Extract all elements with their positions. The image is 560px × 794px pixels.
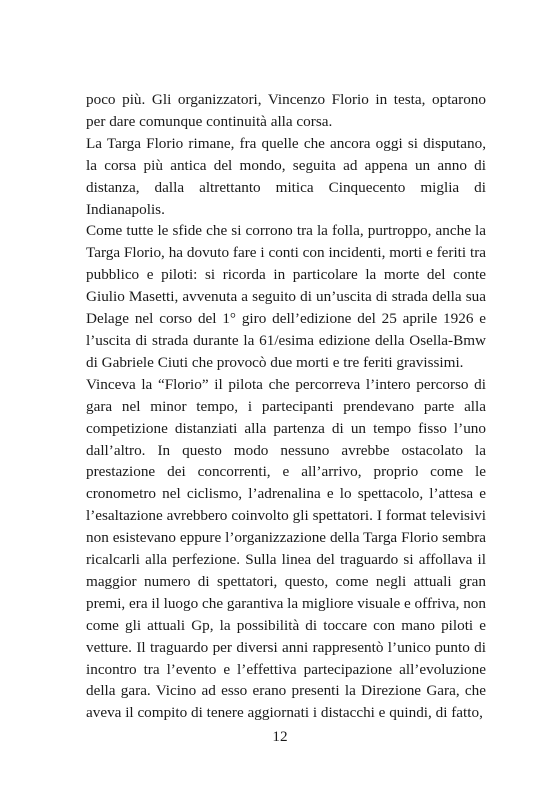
paragraph-race-format: Vinceva la “Florio” il pilota che percorreva l’intero percorso di gara nel minor tempo, i partecipanti prendevano parte alla competizione distanziati alla partenza di un tempo fisso l’uno dall’altro. In questo modo nessuno avrebbe ostacolato la prestazione dei concorrenti, e all’arrivo, proprio come le cronometro nel ciclismo, l’adrenalina e lo spettacolo, l’attesa e l’esaltazione avrebbero coinvolto gli spettatori. I format televisivi non esistevano eppure l’organizzazione della Targa Florio sembra ricalcarli alla perfezione. Sulla linea del traguardo si affollava il maggior numero di spettatori, questo, come negli attuali gran premi, era il luogo che garantiva la migliore visuale e offriva, non come gli attuali Gp, la possibilità di toccare con mano piloti e vetture. Il traguardo per diversi anni rappresentò l’unico punto di incontro tra l’evento e l’effettiva partecipazione all’evoluzione della gara. Vicino ad esso erano presenti la Direzione Gara, che aveva il compito di tenere aggiornati i distacchi e quindi, di fatto, [86, 375, 486, 722]
page-number: 12 [272, 728, 288, 745]
paragraph-incidents: Come tutte le sfide che si corrono tra la folla, purtroppo, anche la Targa Florio, ha dovuto fare i conti con incidenti, morti e feriti tra pubblico e piloti: si ricorda in particolare la morte del conte Giulio Masetti, avvenuta a seguito di un’uscita di strada della sua Delage nel corso del 1° giro dell’edizione del 25 aprile 1926 e l’uscita di strada durante la 61/esima edizione della Osella-Bmw di Gabriele Ciuti che provocò due morti e tre feriti gravissimi. [86, 222, 486, 371]
body-text [86, 89, 486, 724]
paragraph-continuation: poco più. Gli organizzatori, Vincenzo Florio in testa, optarono per dare comunque continuità alla corsa. [86, 91, 486, 130]
paragraph-targa-florio-oldest: La Targa Florio rimane, fra quelle che ancora oggi si disputano, la corsa più antica del mondo, seguita ad appena un anno di distanza, dalla altrettanto mitica Cinquecento miglia di Indianapolis. [86, 134, 486, 218]
